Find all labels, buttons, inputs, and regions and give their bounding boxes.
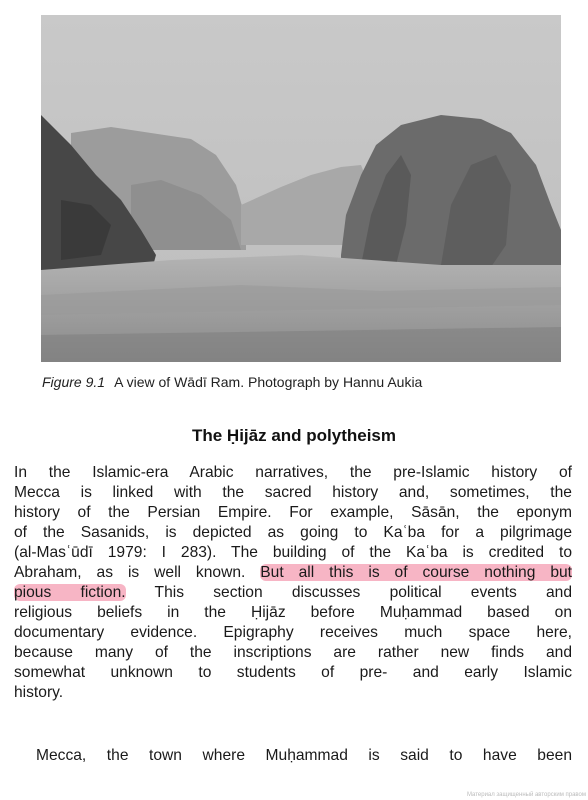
text-line: of the Sasanids, is depicted as going to Kaʿba for a pilgrimage: [14, 524, 572, 541]
figure-label: Figure 9.1: [42, 374, 106, 390]
figure-caption-text: A view of Wādī Ram. Photograph by Hannu Aukia: [114, 374, 423, 390]
text-line: Mecca, the town where Muḥammad is said to have been: [36, 747, 572, 764]
text-line: history of the Persian Empire. For example, Sāsān, the eponym: [14, 504, 572, 521]
body-paragraph-1: [14, 463, 572, 703]
text-line: [14, 583, 572, 603]
body-paragraph-2: [14, 746, 572, 766]
text-line: because many of the inscriptions are rather new finds and: [14, 644, 572, 661]
text-line: documentary evidence. Epigraphy receives much space here,: [14, 624, 572, 641]
text-line: (al-Masʿūdī 1979: I 283). The building of the Kaʿba is credited to: [14, 544, 572, 561]
text-line: [14, 563, 572, 583]
watermark: Материал защищенный авторским правом: [466, 792, 586, 798]
figure-caption: [42, 374, 422, 390]
text-segment: Abraham, as is well known.: [14, 564, 261, 581]
text-line: somewhat unknown to students of pre- and early Islamic: [14, 664, 572, 681]
text-line: religious beliefs in the Ḥijāz before Muḥammad based on: [14, 604, 572, 621]
section-heading: The Ḥijāz and polytheism: [191, 426, 397, 445]
desert-landscape-image: [41, 15, 561, 362]
text-line: In the Islamic-era Arabic narratives, the pre-Islamic history of: [14, 464, 572, 481]
text-line: history.: [14, 684, 64, 701]
highlighted-text: pious fiction.: [14, 584, 126, 601]
highlighted-text: But all this is of course nothing but: [260, 564, 572, 581]
figure-photo: [41, 15, 561, 362]
text-segment: This section discusses political events and: [125, 584, 573, 601]
text-line: Mecca is linked with the sacred history and, sometimes, the: [14, 484, 572, 501]
